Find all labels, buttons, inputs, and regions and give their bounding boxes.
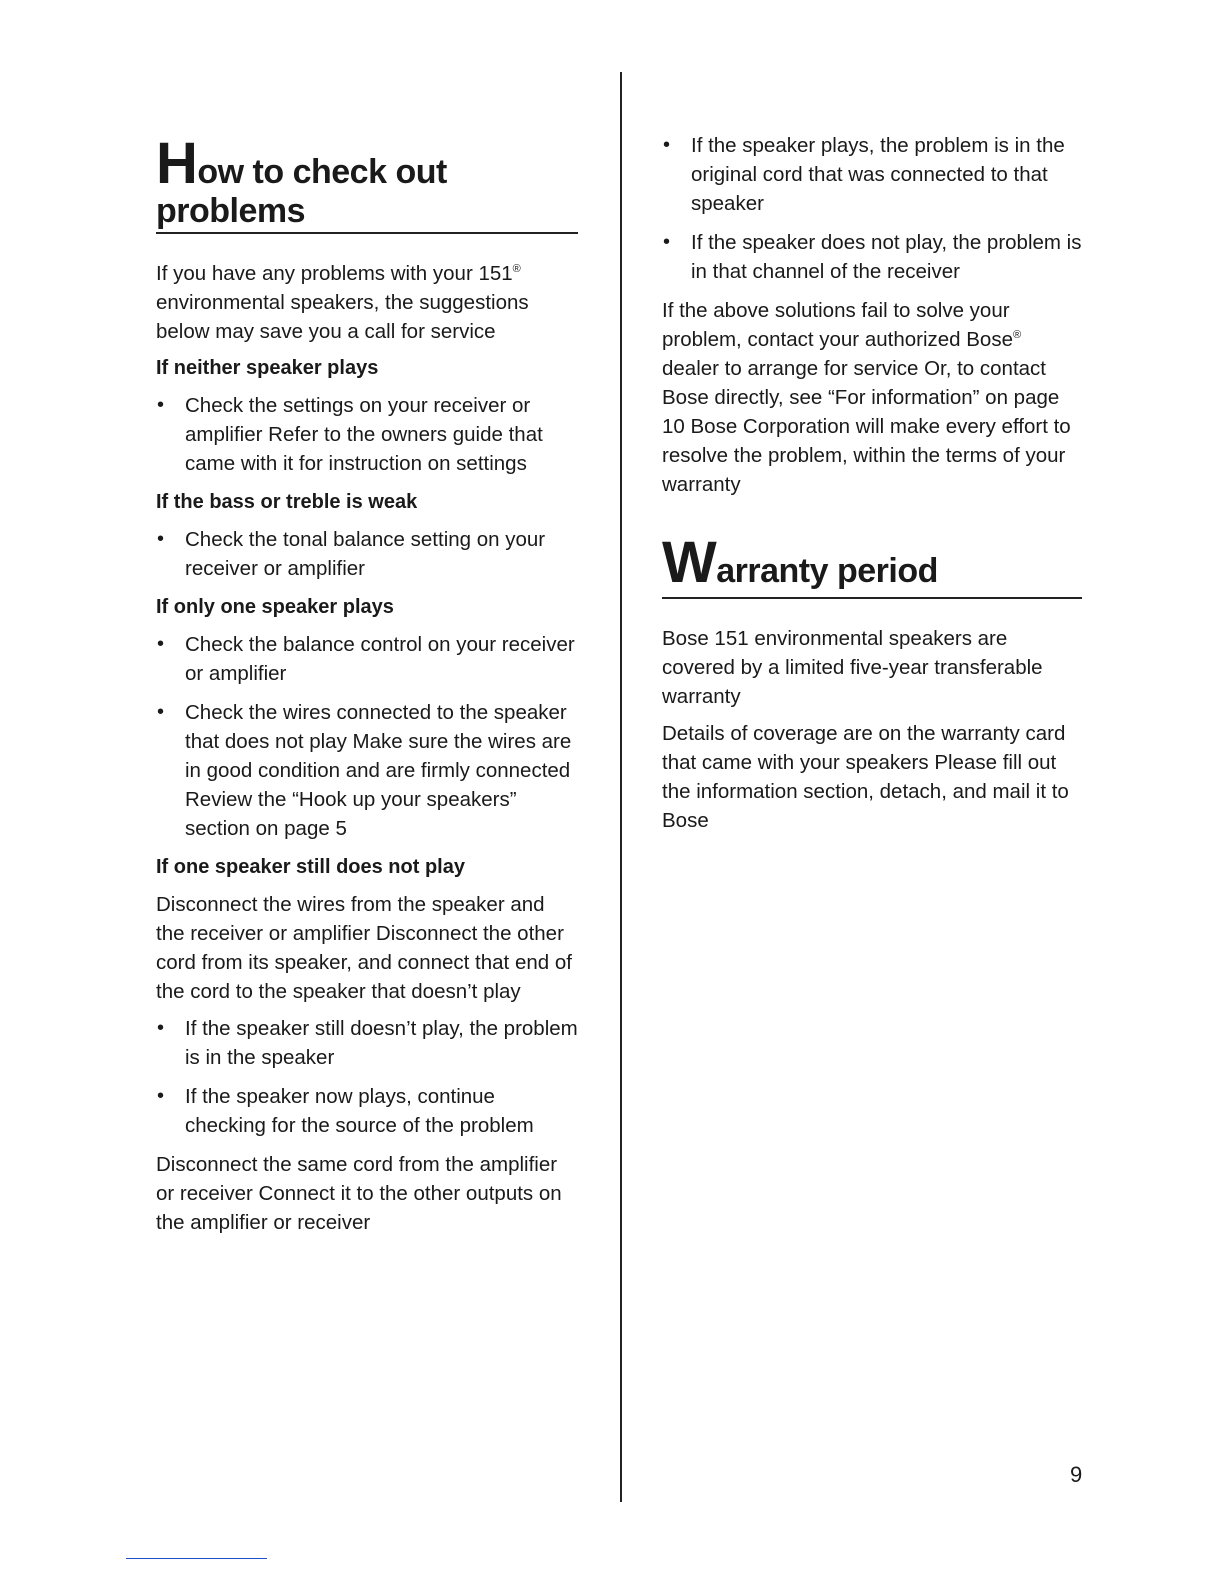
- warranty-paragraph: Bose 151 environmental speakers are covered by a limited five-year transferable warranty: [662, 627, 1043, 708]
- troubleshooting-body: [156, 259, 578, 1245]
- warranty-heading: [662, 530, 1082, 600]
- cord-check-list: [662, 131, 1082, 286]
- heading-initial: H: [156, 131, 198, 196]
- coverage-paragraph: Details of coverage are on the warranty card that came with your speakers Please fill out the information section, detach, and mail it to Bose: [662, 722, 1069, 832]
- troubleshooting-heading: [156, 131, 578, 230]
- list-item: • Check the wires connected to the speaker that does not play Make sure the wires are in good condition and are firmly connected Review the “Hook up your speakers” section on page 5: [156, 698, 578, 843]
- bass-treble-list: [156, 525, 578, 583]
- list-item: • If the speaker does not play, the problem is in that channel of the receiver: [662, 228, 1082, 286]
- subheading-still-not-play: If one speaker still does not play: [156, 856, 465, 878]
- heading-rule: [156, 232, 578, 234]
- heading-line-2: problems: [156, 192, 306, 230]
- heading-initial: W: [662, 530, 717, 595]
- troubleshooting-continued: [662, 131, 1082, 507]
- heading-line-1: ow to check out: [197, 153, 447, 191]
- disconnect-paragraph: Disconnect the wires from the speaker and the receiver or amplifier Disconnect the other cord from its speaker, and connect that end of the cord to the speaker that doesn’t play: [156, 893, 572, 1003]
- still-not-play-list: [156, 1014, 578, 1140]
- list-item: • If the speaker now plays, continue checking for the source of the problem: [156, 1082, 578, 1140]
- list-item: • If the speaker still doesn’t play, the problem is in the speaker: [156, 1014, 578, 1072]
- list-item: • If the speaker plays, the problem is in the original cord that was connected to that speaker: [662, 131, 1082, 218]
- outputs-paragraph: Disconnect the same cord from the amplifier or receiver Connect it to the other outputs on the amplifier or receiver: [156, 1153, 562, 1234]
- list-item: • Check the settings on your receiver or amplifier Refer to the owners guide that came with it for instruction on settings: [156, 391, 578, 478]
- heading-text: arranty period: [716, 552, 938, 590]
- column-divider: [620, 72, 622, 1502]
- heading-rule: [662, 597, 1082, 599]
- intro-paragraph: If you have any problems with your 151® environmental speakers, the suggestions below may save you a call for service: [156, 262, 529, 343]
- subheading-neither-plays: If neither speaker plays: [156, 357, 379, 379]
- list-item: • Check the tonal balance setting on your receiver or amplifier: [156, 525, 578, 583]
- page-number: 9: [1070, 1462, 1083, 1487]
- registered-mark: ®: [512, 263, 521, 275]
- list-item: • Check the balance control on your receiver or amplifier: [156, 630, 578, 688]
- warranty-body: [662, 624, 1082, 843]
- subheading-one-plays: If only one speaker plays: [156, 596, 394, 618]
- subheading-bass-treble-weak: If the bass or treble is weak: [156, 491, 418, 513]
- contact-paragraph: If the above solutions fail to solve your problem, contact your authorized Bose® dealer to arrange for service Or, to contact Bose directly, see “For information” on page 10 Bose Corporation will make every effort to resolve the problem, within the terms of your warranty: [662, 299, 1071, 496]
- one-plays-list: [156, 630, 578, 843]
- footer-rule: [126, 1558, 267, 1559]
- registered-mark: ®: [1012, 329, 1022, 341]
- neither-plays-list: [156, 391, 578, 478]
